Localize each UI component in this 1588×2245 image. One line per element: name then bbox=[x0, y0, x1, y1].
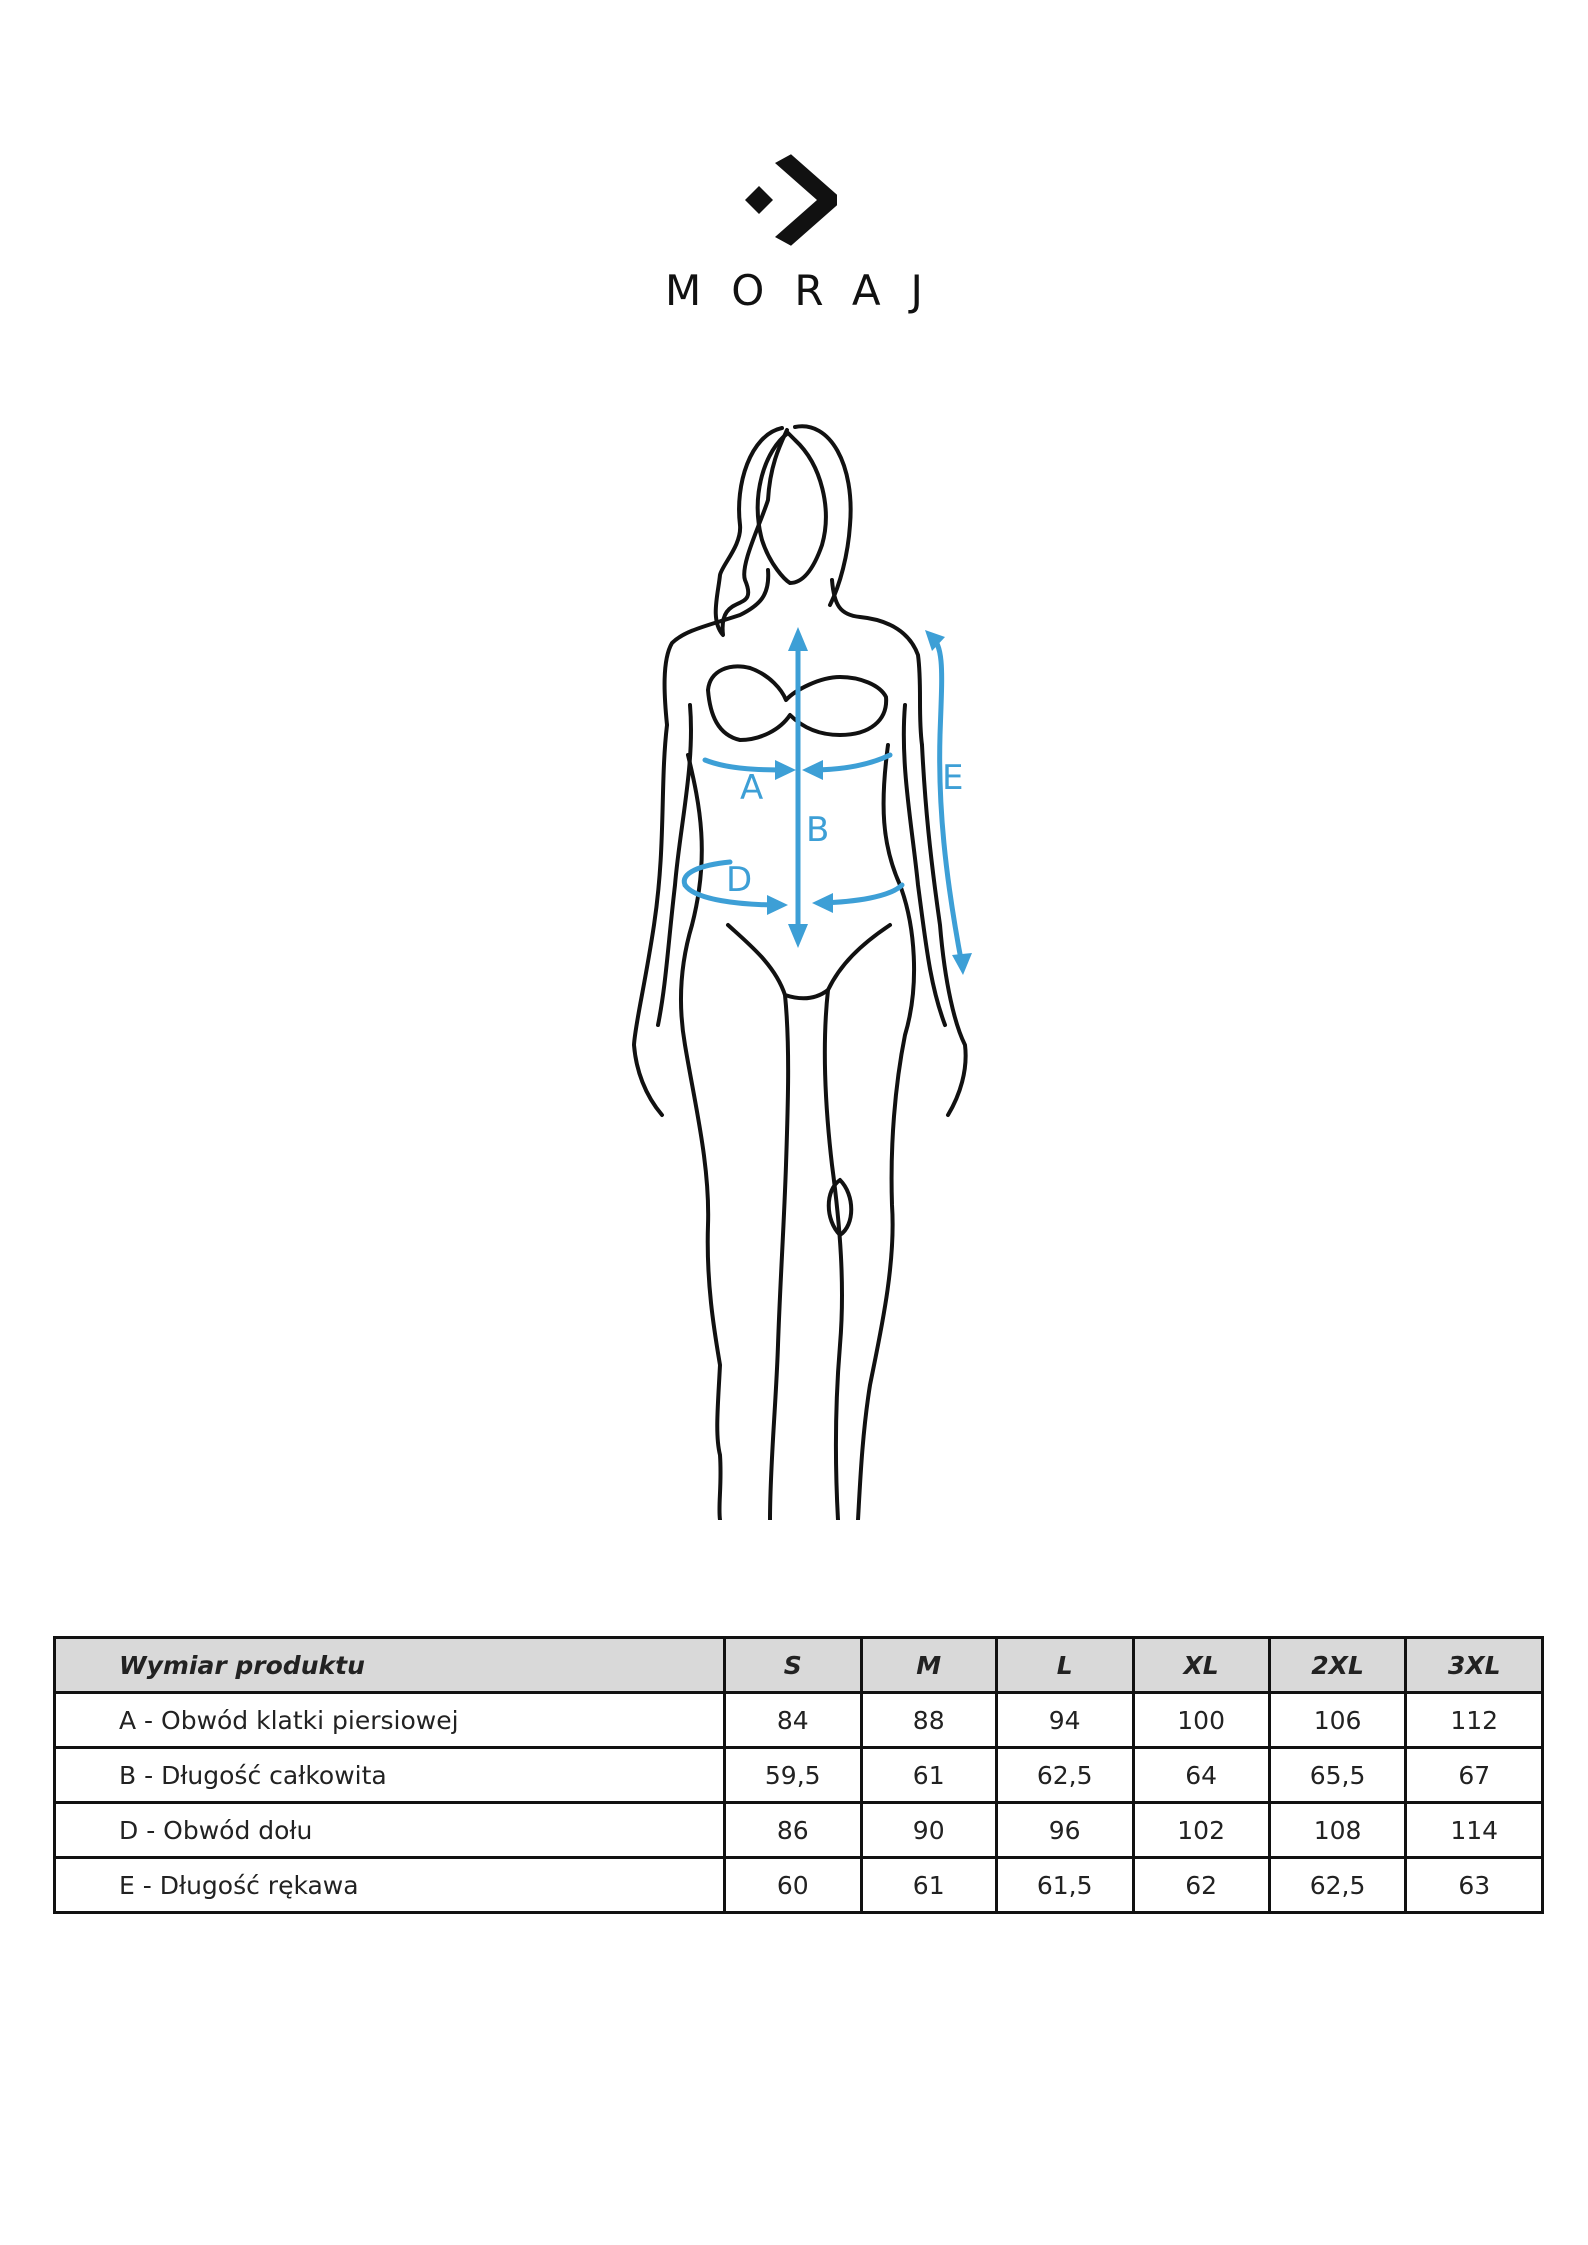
sleeve-e-arrow bbox=[930, 635, 962, 965]
label-d: D bbox=[726, 860, 753, 900]
table-cell: 64 bbox=[1133, 1748, 1269, 1803]
label-b: B bbox=[806, 810, 830, 850]
table-cell: 94 bbox=[996, 1693, 1133, 1748]
table-cell: 61 bbox=[861, 1858, 996, 1913]
table-cell: 65,5 bbox=[1269, 1748, 1406, 1803]
table-cell: 90 bbox=[861, 1803, 996, 1858]
table-cell: 106 bbox=[1269, 1693, 1406, 1748]
table-cell: 61,5 bbox=[996, 1858, 1133, 1913]
row-label: B - Długość całkowita bbox=[55, 1748, 725, 1803]
brand-name: MORAJ bbox=[665, 266, 953, 315]
table-cell: 63 bbox=[1406, 1858, 1543, 1913]
table-cell: 100 bbox=[1133, 1693, 1269, 1748]
table-cell: 112 bbox=[1406, 1693, 1543, 1748]
header-size: 3XL bbox=[1406, 1638, 1543, 1693]
table-cell: 102 bbox=[1133, 1803, 1269, 1858]
measurement-arrows bbox=[600, 405, 1020, 1520]
table-row bbox=[55, 1748, 1543, 1803]
header-size: S bbox=[724, 1638, 861, 1693]
table-cell: 84 bbox=[724, 1693, 861, 1748]
table-cell: 61 bbox=[861, 1748, 996, 1803]
row-label: D - Obwód dołu bbox=[55, 1803, 725, 1858]
moraj-chevron-logo-icon bbox=[745, 150, 845, 250]
table-cell: 86 bbox=[724, 1803, 861, 1858]
table-cell: 88 bbox=[861, 1693, 996, 1748]
table-cell: 108 bbox=[1269, 1803, 1406, 1858]
table-row bbox=[55, 1693, 1543, 1748]
table-cell: 62,5 bbox=[1269, 1858, 1406, 1913]
row-label: A - Obwód klatki piersiowej bbox=[55, 1693, 725, 1748]
table-header-row bbox=[55, 1638, 1543, 1693]
label-e: E bbox=[942, 758, 964, 798]
table-cell: 96 bbox=[996, 1803, 1133, 1858]
table-cell: 62,5 bbox=[996, 1748, 1133, 1803]
brand-logo bbox=[0, 150, 1588, 330]
label-a: A bbox=[740, 768, 764, 808]
table-row bbox=[55, 1803, 1543, 1858]
header-size: L bbox=[996, 1638, 1133, 1693]
table-cell: 62 bbox=[1133, 1858, 1269, 1913]
header-size: XL bbox=[1133, 1638, 1269, 1693]
table-cell: 67 bbox=[1406, 1748, 1543, 1803]
table-cell: 114 bbox=[1406, 1803, 1543, 1858]
row-label: E - Długość rękawa bbox=[55, 1858, 725, 1913]
table-cell: 60 bbox=[724, 1858, 861, 1913]
table-cell: 59,5 bbox=[724, 1748, 861, 1803]
header-dimension: Wymiar produktu bbox=[55, 1638, 725, 1693]
size-table bbox=[53, 1636, 1544, 1914]
table-row bbox=[55, 1858, 1543, 1913]
header-size: M bbox=[861, 1638, 996, 1693]
header-size: 2XL bbox=[1269, 1638, 1406, 1693]
